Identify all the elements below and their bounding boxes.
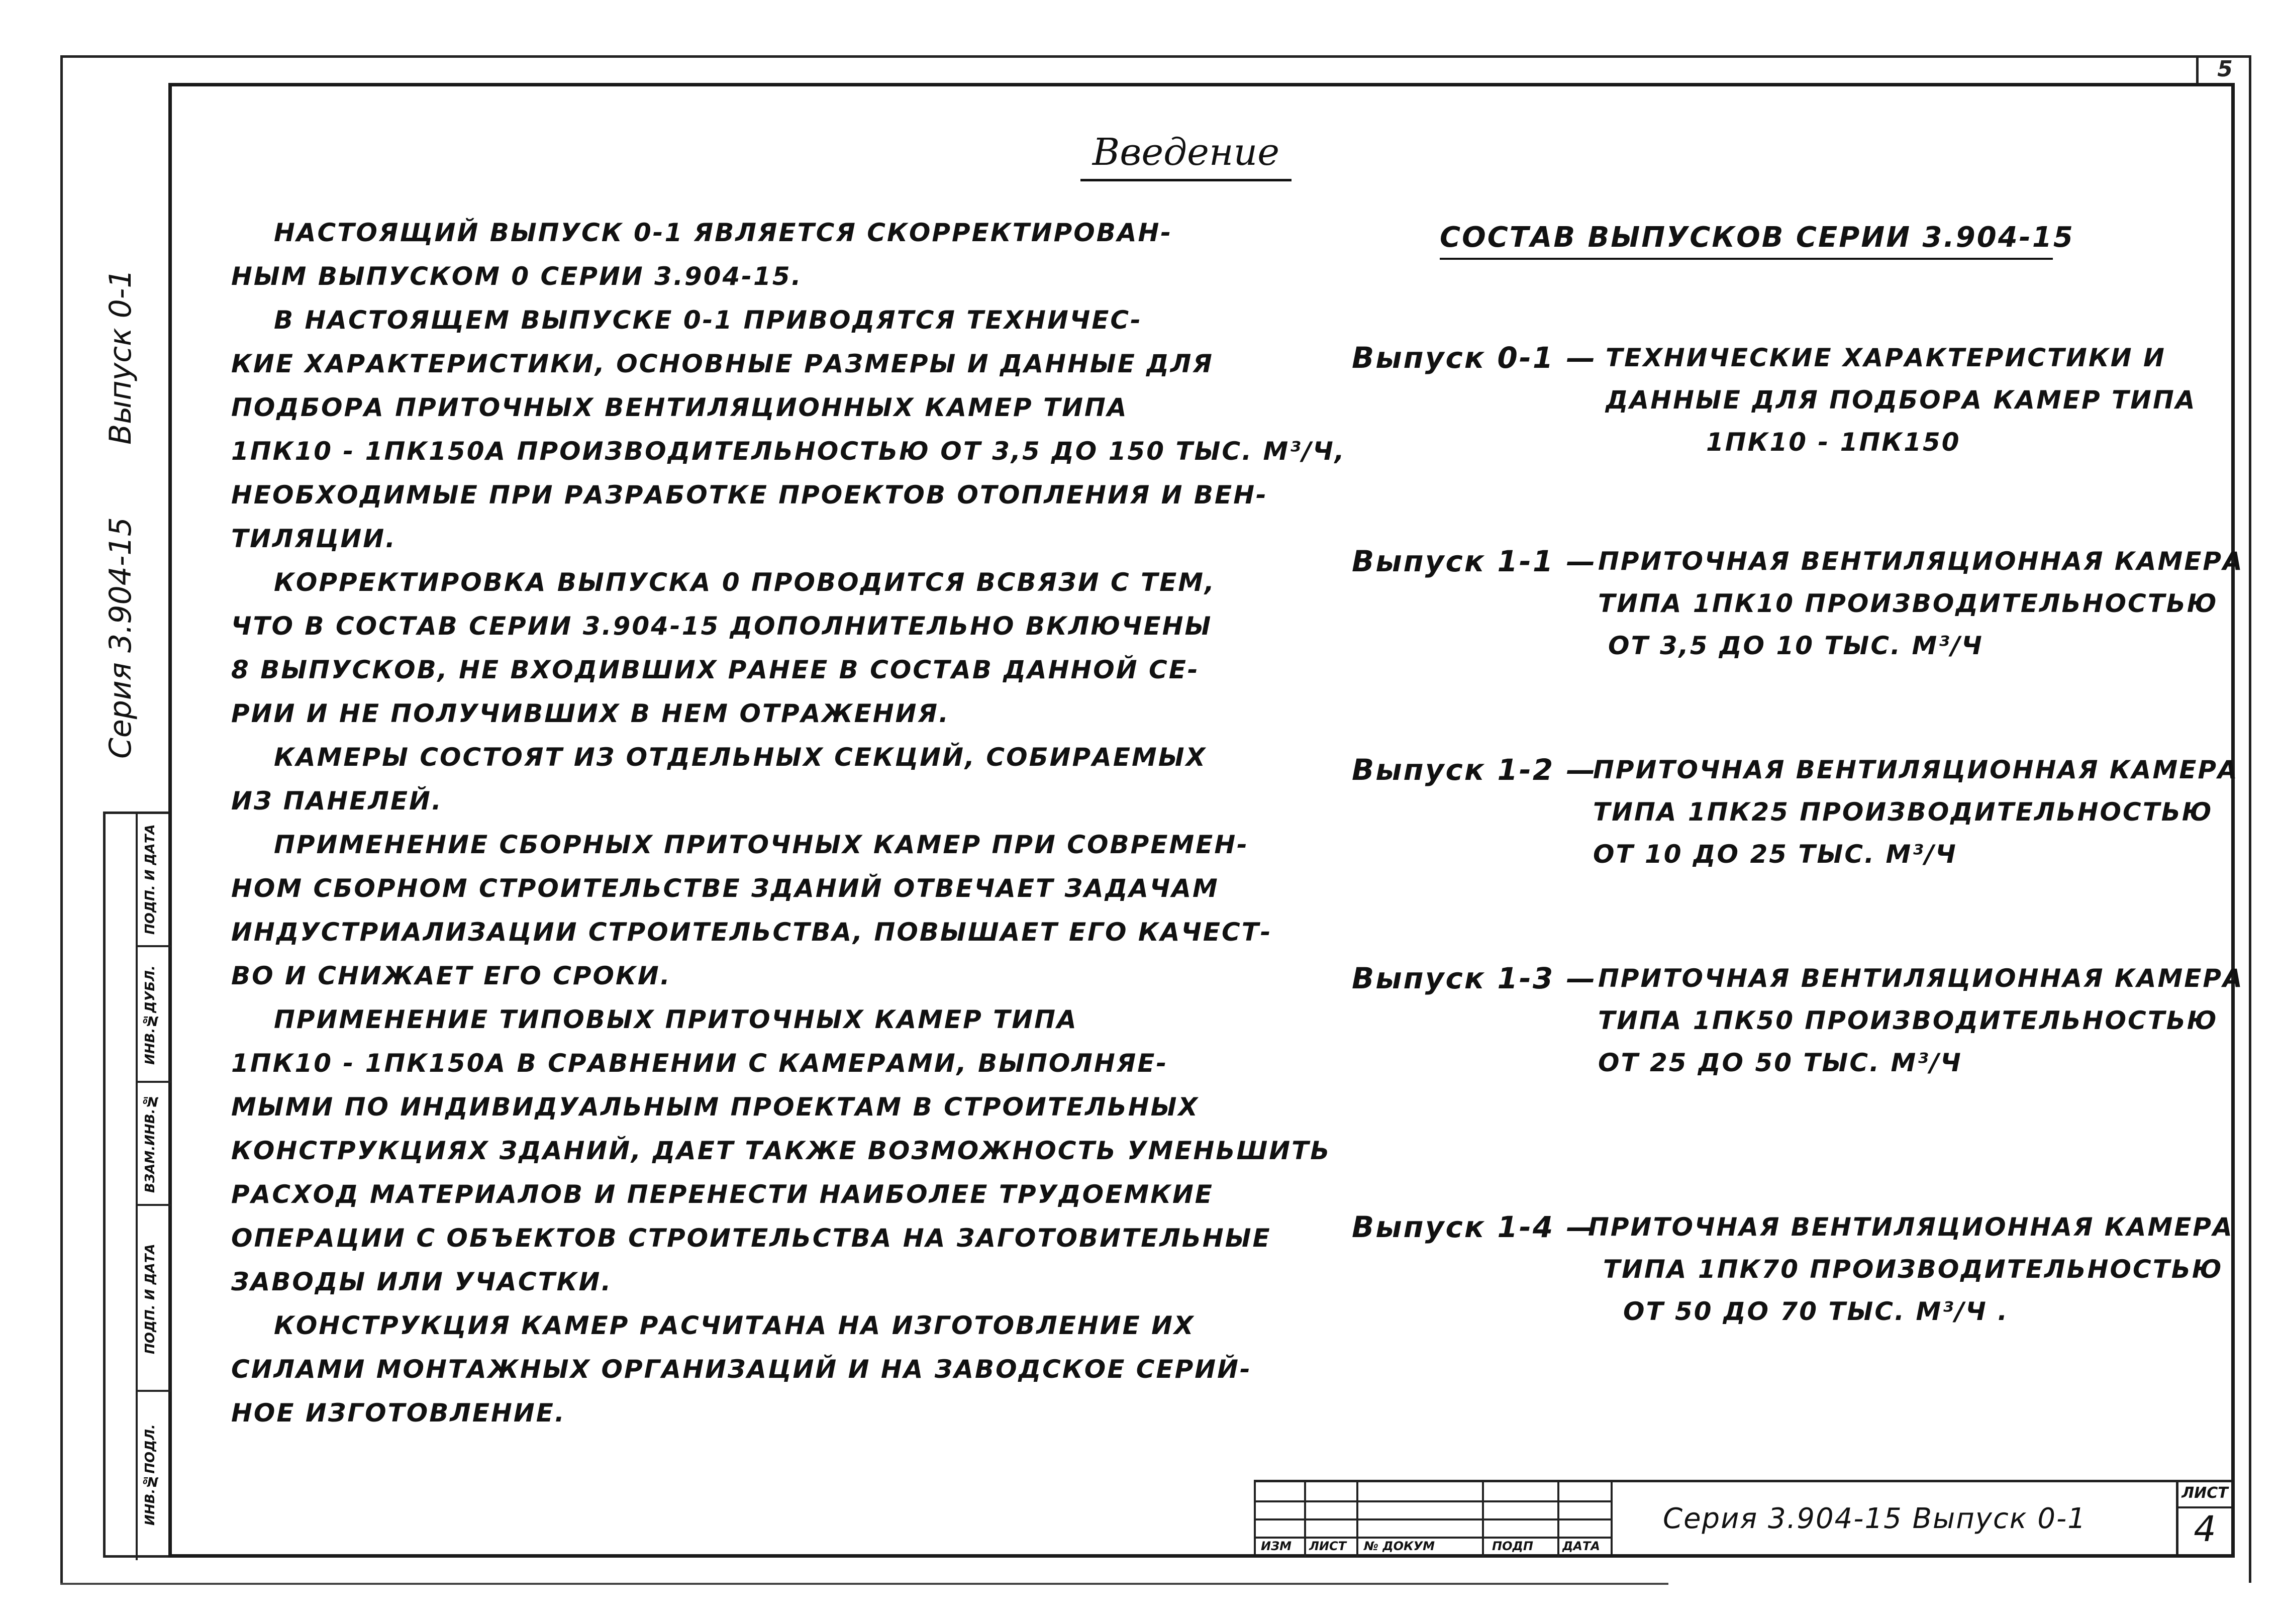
spine: [98, 236, 158, 779]
sheet-label: ЛИСТ: [2178, 1482, 2231, 1508]
issue-description: ПРИТОЧНАЯ ВЕНТИЛЯЦИОННАЯ КАМЕРА ТИПА 1ПК50 ПРОИЗВОДИТЕЛЬНОСТЬЮ ОТ 25 ДО 50 ТЫС. М³/Ч: [1598, 964, 2244, 1077]
issue-description: ПРИТОЧНАЯ ВЕНТИЛЯЦИОННАЯ КАМЕРА ТИПА 1ПК10 ПРОИЗВОДИТЕЛЬНОСТЬЮ ОТ 3,5 ДО 10 ТЫС. М³/Ч: [1598, 547, 2244, 660]
issue-1-1: [1352, 540, 2244, 671]
intro-paragraph-7: КОНСТРУКЦИЯ КАМЕР РАСЧИТАНА НА ИЗГОТОВЛЕНИЕ ИХ СИЛАМИ МОНТАЖНЫХ ОРГАНИЗАЦИЙ И НА ЗАВОДСКОЕ СЕРИЙ- НОЕ ИЗГОТОВЛЕНИЕ.: [231, 1311, 1252, 1428]
issue-description: ПРИТОЧНАЯ ВЕНТИЛЯЦИОННАЯ КАМЕРА ТИПА 1ПК25 ПРОИЗВОДИТЕЛЬНОСТЬЮ ОТ 10 ДО 25 ТЫС. М³/Ч: [1593, 755, 2239, 869]
stamp-cell-3: ВЗАМ.ИНВ.№: [143, 1093, 158, 1193]
title-block-sheet: [2176, 1480, 2231, 1554]
title-block: [1254, 1480, 2231, 1554]
stamp-cell-4: ПОДП. И ДАТА: [143, 1244, 158, 1354]
header-list: ЛИСТ: [1309, 1539, 1347, 1553]
issue-0-1: [1352, 337, 2206, 467]
spine-issue: Выпуск 0-1: [103, 269, 138, 445]
issue-label: Выпуск 1-2 —: [1352, 753, 1597, 787]
title-block-series: Серия 3.904-15 Выпуск 0-1: [1663, 1502, 2087, 1535]
contents-header: СОСТАВ ВЫПУСКОВ СЕРИИ 3.904-15: [1440, 221, 2053, 260]
header-date: ДАТА: [1562, 1539, 1600, 1553]
issue-1-2: [1352, 749, 2239, 879]
revision-grid: [1254, 1480, 1611, 1554]
issue-description: ТЕХНИЧЕСКИЕ ХАРАКТЕРИСТИКИ И ДАННЫЕ ДЛЯ ПОДБОРА КАМЕР ТИПА 1ПК10 - 1ПК150: [1606, 343, 2197, 457]
issue-description: ПРИТОЧНАЯ ВЕНТИЛЯЦИОННАЯ КАМЕРА ТИПА 1ПК70 ПРОИЗВОДИТЕЛЬНОСТЬЮ ОТ 50 ДО 70 ТЫС. М³/Ч .: [1588, 1212, 2234, 1326]
issue-1-4: [1352, 1206, 2234, 1337]
intro-paragraph-1: НАСТОЯЩИЙ ВЫПУСК 0-1 ЯВЛЯЕТСЯ СКОРРЕКТИРОВАН- НЫМ ВЫПУСКОМ 0 СЕРИИ 3.904-15.: [231, 218, 1173, 291]
intro-paragraph-3: КОРРЕКТИРОВКА ВЫПУСКА 0 ПРОВОДИТСЯ ВСВЯЗИ С ТЕМ, ЧТО В СОСТАВ СЕРИИ 3.904-15 ДОПОЛНИТЕЛЬНО ВКЛЮЧЕНЫ 8 ВЫПУСКОВ, НЕ ВХОДИВШИХ РАНЕЕ В СОСТАВ ДАННОЙ СЕ- РИИ И НЕ ПОЛУЧИВШИХ В НЕМ ОТРАЖЕНИЯ.: [231, 568, 1216, 728]
header-doc: № ДОКУМ: [1364, 1539, 1435, 1553]
approval-stamp: [103, 811, 168, 1558]
intro-paragraph-6: ПРИМЕНЕНИЕ ТИПОВЫХ ПРИТОЧНЫХ КАМЕР ТИПА 1ПК10 - 1ПК150А В СРАВНЕНИИ С КАМЕРАМИ, ВЫПОЛНЯЕ- МЫМИ ПО ИНДИВИДУАЛЬНЫМ ПРОЕКТАМ В СТРОИТЕЛЬНЫХ КОНСТРУКЦИЯХ ЗДАНИЙ, ДАЕТ ТАКЖЕ ВОЗМОЖНОСТЬ УМЕНЬШИТЬ РАСХОД МАТЕРИАЛОВ И ПЕРЕНЕСТИ НАИБОЛЕЕ ТРУДОЕМКИЕ ОПЕРАЦИИ С ОБЪЕКТОВ СТРОИТЕЛЬСТВА НА ЗАГОТОВИТЕЛЬНЫЕ ЗАВОДЫ ИЛИ УЧАСТКИ.: [231, 1005, 1331, 1296]
issue-1-3: [1352, 957, 2244, 1088]
intro-paragraph-2: В НАСТОЯЩЕМ ВЫПУСКЕ 0-1 ПРИВОДЯТСЯ ТЕХНИЧЕС- КИЕ ХАРАКТЕРИСТИКИ, ОСНОВНЫЕ РАЗМЕРЫ И ДАННЫЕ ДЛЯ ПОДБОРА ПРИТОЧНЫХ ВЕНТИЛЯЦИОННЫХ КАМЕР ТИПА 1ПК10 - 1ПК150А ПРОИЗВОДИТЕЛЬНОСТЬЮ ОТ 3,5 ДО 150 ТЫС. М³/Ч, НЕОБХОДИМЫЕ ПРИ РАЗРАБОТКЕ ПРОЕКТОВ ОТОПЛЕНИЯ И ВЕН- ТИЛЯЦИИ.: [231, 306, 1346, 553]
bottom-edge-line: [60, 1583, 1668, 1585]
intro-paragraph-4: КАМЕРЫ СОСТОЯТ ИЗ ОТДЕЛЬНЫХ СЕКЦИЙ, СОБИРАЕМЫХ ИЗ ПАНЕЛЕЙ.: [231, 743, 1207, 816]
issue-label: Выпуск 0-1 —: [1352, 341, 1597, 375]
corner-sheet-number: 5: [2196, 55, 2251, 83]
stamp-cell-5: ИНВ.№ПОДЛ.: [143, 1424, 158, 1526]
issue-label: Выпуск 1-4 —: [1352, 1210, 1597, 1244]
page-title: Введение: [1080, 131, 1292, 181]
issue-label: Выпуск 1-1 —: [1352, 544, 1597, 578]
title-block-main: [1611, 1480, 2176, 1554]
spine-series: Серия 3.904-15: [103, 517, 138, 759]
issue-label: Выпуск 1-3 —: [1352, 961, 1597, 995]
stamp-cell-2: ИНВ.№ДУБЛ.: [143, 965, 158, 1065]
header-sign: ПОДП: [1492, 1539, 1533, 1553]
header-izm: ИЗМ: [1261, 1539, 1292, 1553]
sheet-number: 4: [2194, 1508, 2216, 1550]
intro-text: [231, 211, 1346, 1435]
intro-paragraph-5: ПРИМЕНЕНИЕ СБОРНЫХ ПРИТОЧНЫХ КАМЕР ПРИ СОВРЕМЕН- НОМ СБОРНОМ СТРОИТЕЛЬСТВЕ ЗДАНИЙ ОТВЕЧАЕТ ЗАДАЧАМ ИНДУСТРИАЛИЗАЦИИ СТРОИТЕЛЬСТВА, ПОВЫШАЕТ ЕГО КАЧЕСТ- ВО И СНИЖАЕТ ЕГО СРОКИ.: [231, 830, 1272, 990]
stamp-cell-1: ПОДП. И ДАТА: [143, 824, 158, 935]
